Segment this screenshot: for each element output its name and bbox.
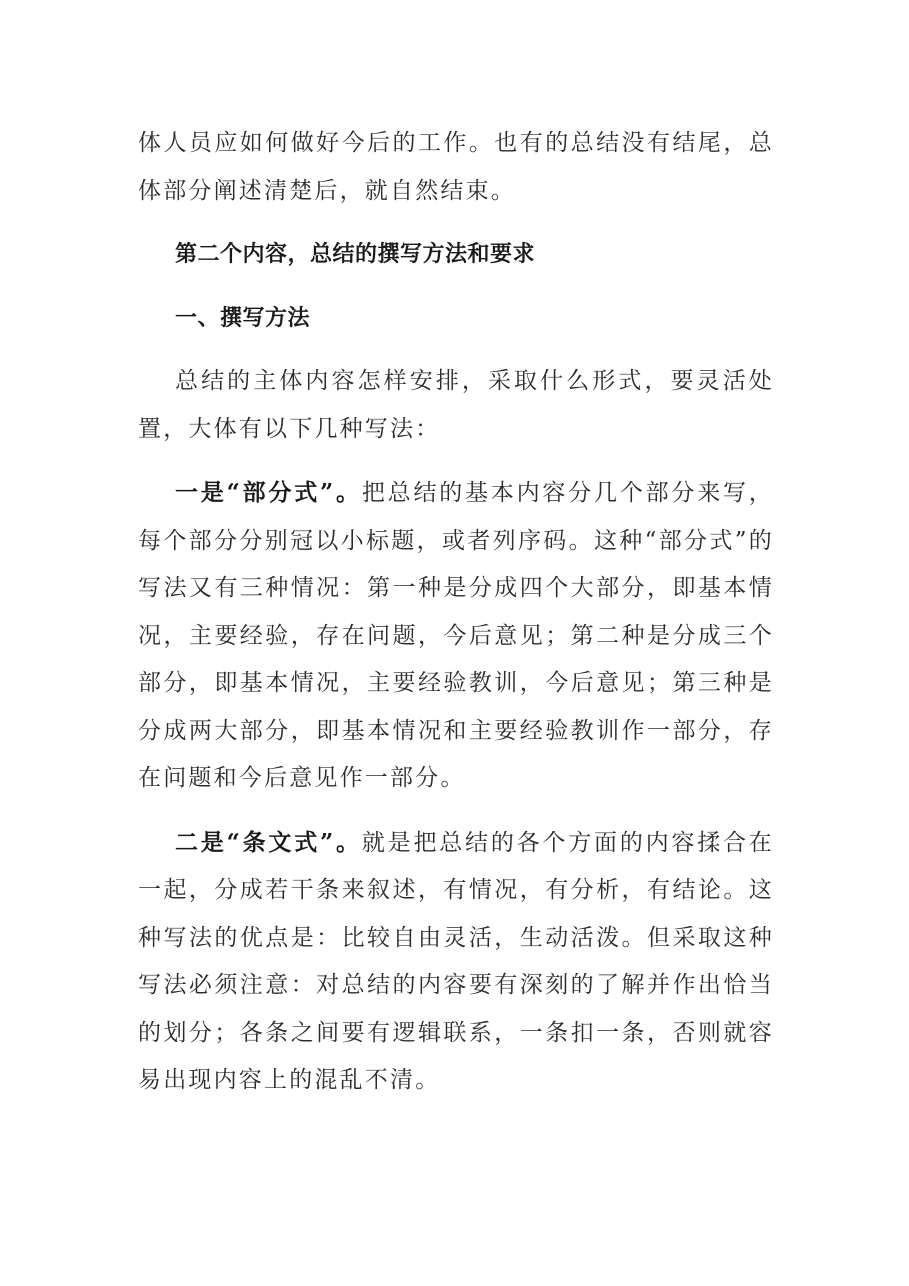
section-heading: 第二个内容，总结的撰写方法和要求: [175, 242, 536, 267]
document-body: [138, 120, 774, 1121]
paragraph-text: 就是把总结的各个方面的内容揉合在一起，分成若干条来叙述，有情况，有分析，有结论。这种写法的优点是：比较自由灵活，生动活泼。但采取这种写法必须注意：对总结的内容要有深刻的了解并作出恰当的划分；各条之间要有逻辑联系，一条扣一条，否则就容易出现内容上的混乱不清。: [138, 829, 775, 1093]
paragraph-closing: [138, 120, 774, 215]
paragraph-text: 体人员应如何做好今后的工作。也有的总结没有结尾，总体部分阐述清楚后，就自然结束。: [138, 130, 774, 204]
paragraph-lead: 一是“部分式”。: [175, 479, 362, 506]
paragraph-text: 把总结的基本内容分几个部分来写，每个部分分别冠以小标题，或者列序码。这种“部分式”的写法又有三种情况：第一种是分成四个大部分，即基本情况，主要经验，存在问题，今后意见；第二种是分成三个部分，即基本情况，主要经验教训，今后意见；第三种是分成两大部分，即基本情况和主要经验教训作一部分，存在问题和今后意见作一部分。: [138, 480, 775, 791]
paragraph-text: 总结的主体内容怎样安排，采取什么形式，要灵活处置，大体有以下几种写法：: [138, 368, 774, 442]
paragraph-intro: [138, 358, 774, 453]
paragraph-lead: 二是“条文式”。: [175, 828, 362, 856]
paragraph-method-2: [138, 819, 774, 1105]
paragraph-method-1: [138, 469, 774, 803]
subsection-heading: 一、撰写方法: [175, 305, 311, 331]
